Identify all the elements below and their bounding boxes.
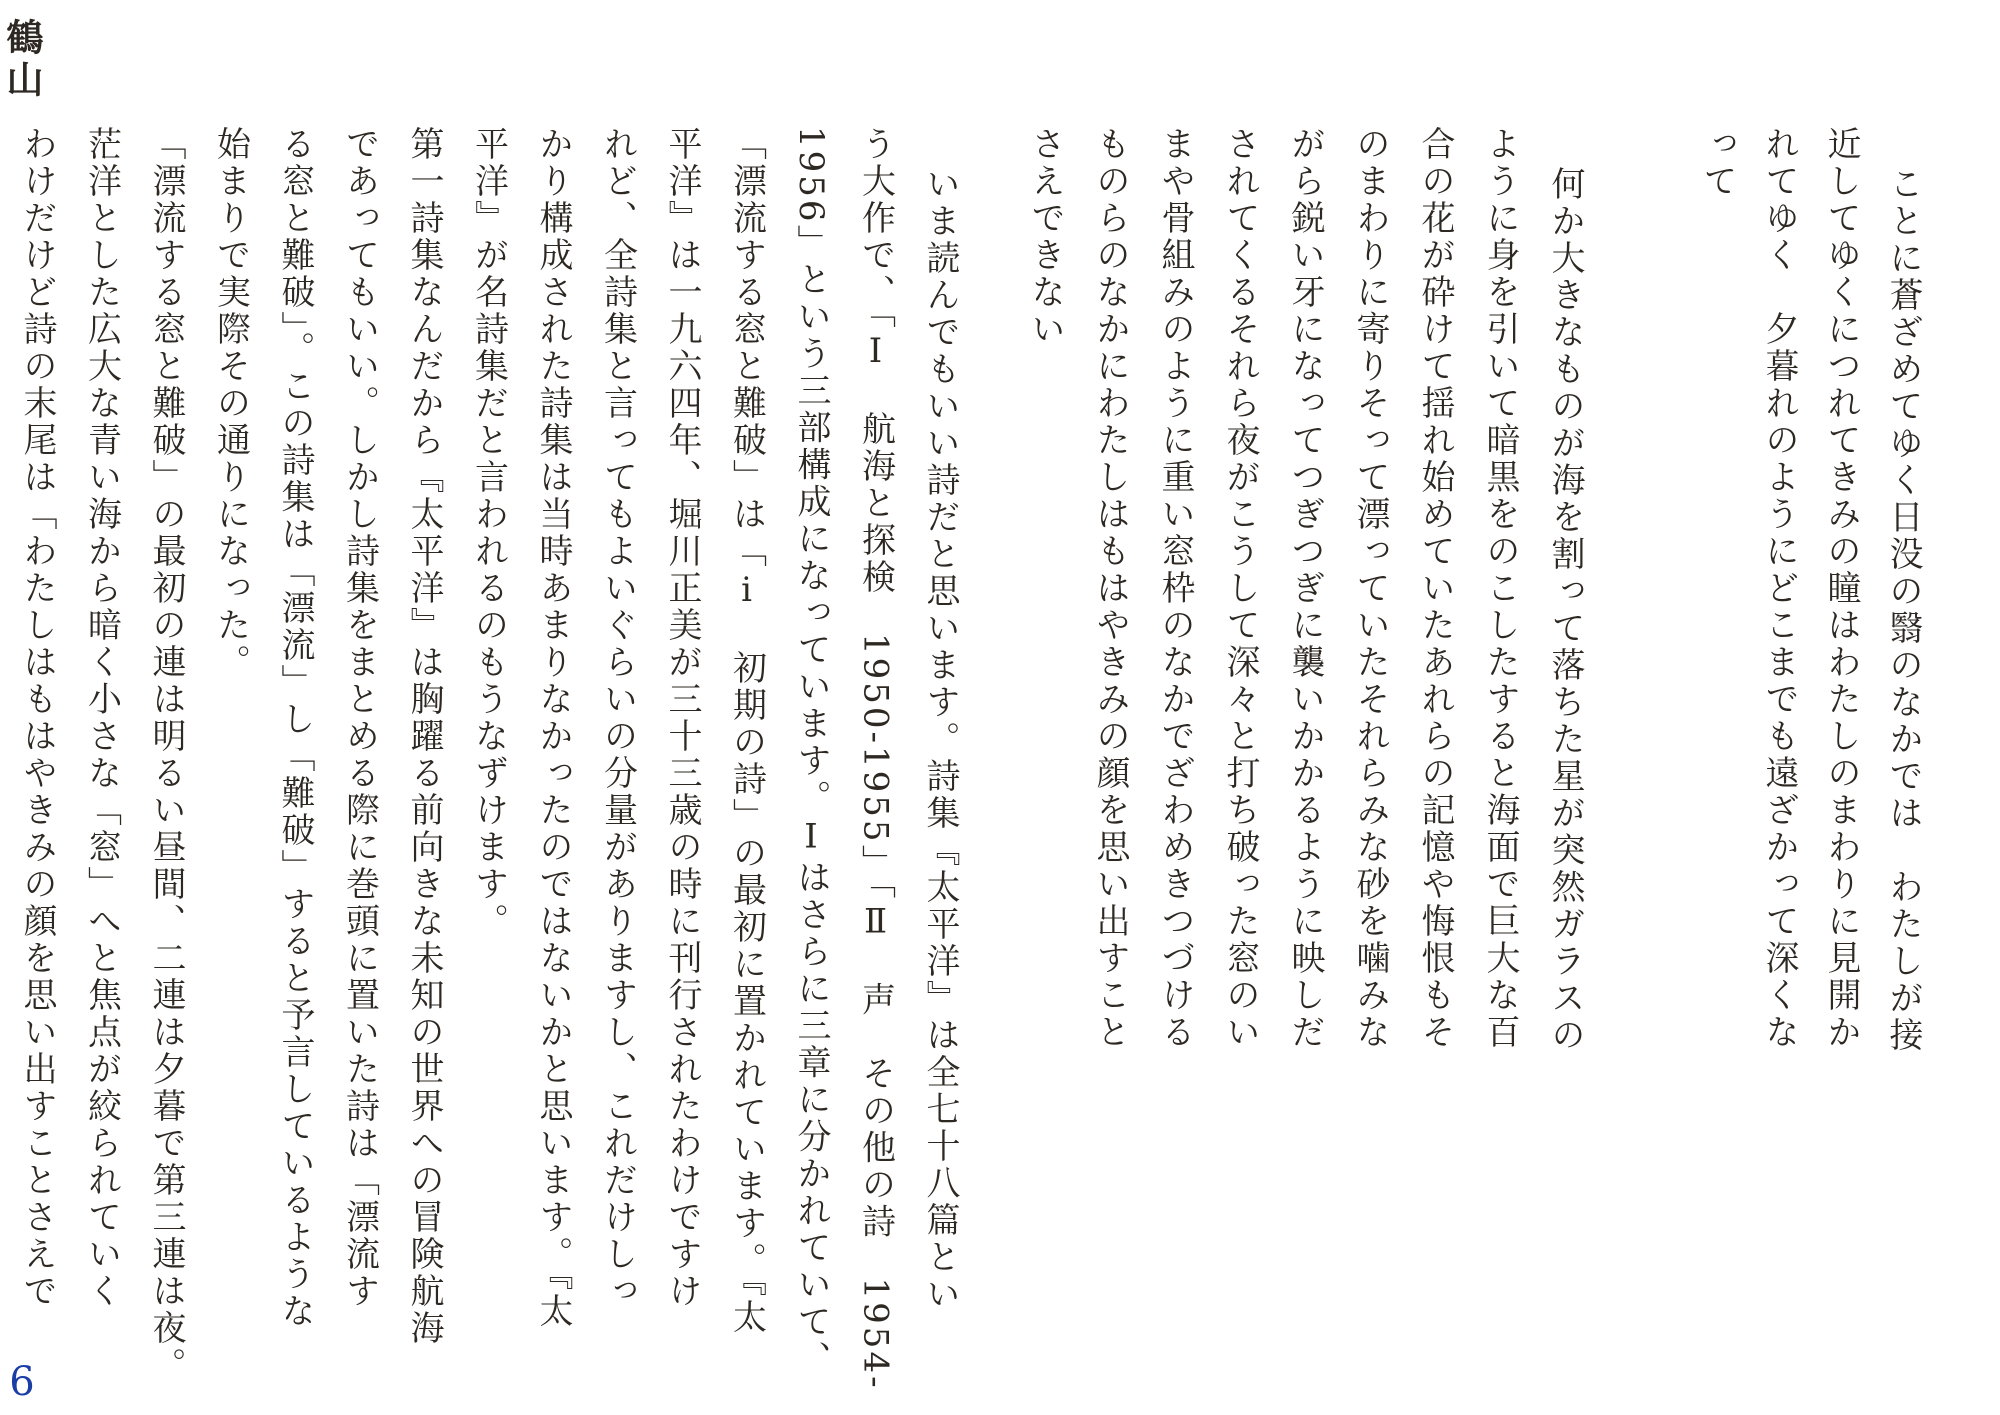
poem-line-column: さえできない [1025, 126, 1065, 348]
poem-line-column: れてゆく 夕暮れのようにどこまでも遠ざかって深くな [1759, 126, 1799, 1051]
essay-line-column: 茫洋とした広大な青い海から暗く小さな「窓」へと焦点が絞られていく [81, 126, 122, 1310]
running-header-title: 鶴山 [0, 18, 44, 102]
poem-line-column: って [1697, 126, 1737, 200]
page-number: 6 [9, 1359, 35, 1405]
essay-line-column: であってもいい。しかし詩集をまとめる際に巻頭に置いた詩は「漂流す [339, 126, 380, 1310]
poem-line-column: されてくるそれら夜がこうして深々と打ち破った窓のい [1220, 126, 1260, 1051]
poem-line-column: のまわりに寄りそって漂っていたそれらみな砂を噛みな [1350, 126, 1390, 1051]
essay-line-column: れど、全詩集と言ってもよいぐらいの分量がありますし、これだけしっ [597, 126, 638, 1310]
poem-line-column: 合の花が砕けて揺れ始めていたあれらの記憶や悔恨もそ [1415, 126, 1455, 1051]
poem-line-column: ものらのなかにわたしはもはやきみの顔を思い出すこと [1090, 126, 1130, 1051]
poem-line-column: がら鋭い牙になってつぎつぎに襲いかかるように映しだ [1285, 126, 1325, 1051]
poem-line-column: ように身を引いて暗黒をのこしたすると海面で巨大な百 [1480, 126, 1520, 1051]
essay-line-column: いま読んでもいい詩だと思います。詩集『太平洋』は全七十八篇とい [920, 166, 960, 1313]
essay-line-column: 「漂流する窓と難破」は「ⅰ 初期の詩」の最初に置かれています。『太 [726, 126, 767, 1336]
essay-line-column: かり構成された詩集は当時あまりなかったのではないかと思います。『太 [533, 126, 573, 1330]
essay-line-column: 始まりで実際その通りになった。 [210, 126, 251, 681]
essay-line-column: う大作で、「Ⅰ 航海と探検 1950-1955」「Ⅱ 声 その他の詩 1954- [855, 126, 896, 1391]
essay-line-column: わけだけど詩の末尾は「わたしはもはやきみの顔を思い出すことさえで [17, 126, 57, 1310]
essay-line-column: る窓と難破」。この詩集は「漂流」し「難破」すると予言しているような [275, 126, 315, 1330]
essay-line-column: 第一詩集なんだから『太平洋』は胸躍る前向きな未知の世界への冒険航海 [404, 126, 444, 1347]
poem-line-column: ことに蒼ざめてゆく日没の翳のなかでは わたしが接 [1883, 166, 1923, 1054]
poem-line-column: 何か大きなものが海を割って落ちた星が突然ガラスの [1545, 166, 1585, 1054]
poem-line-column: まや骨組みのように重い窓枠のなかでざわめきつづける [1155, 126, 1195, 1051]
essay-line-column: 1956」という三部構成になっています。Ⅰはさらに三章に分かれていて、 [791, 126, 831, 1378]
essay-line-column: 「漂流する窓と難破」の最初の連は明るい昼間、二連は夕暮で第三連は夜。 [146, 126, 186, 1384]
poem-line-column: 近してゆくにつれてきみの瞳はわたしのまわりに見開か [1821, 126, 1861, 1051]
essay-line-column: 平洋』が名詩集だと言われるのもうなずけます。 [468, 126, 509, 940]
essay-line-column: 平洋』は一九六四年、堀川正美が三十三歳の時に刊行されたわけですけ [662, 126, 702, 1310]
